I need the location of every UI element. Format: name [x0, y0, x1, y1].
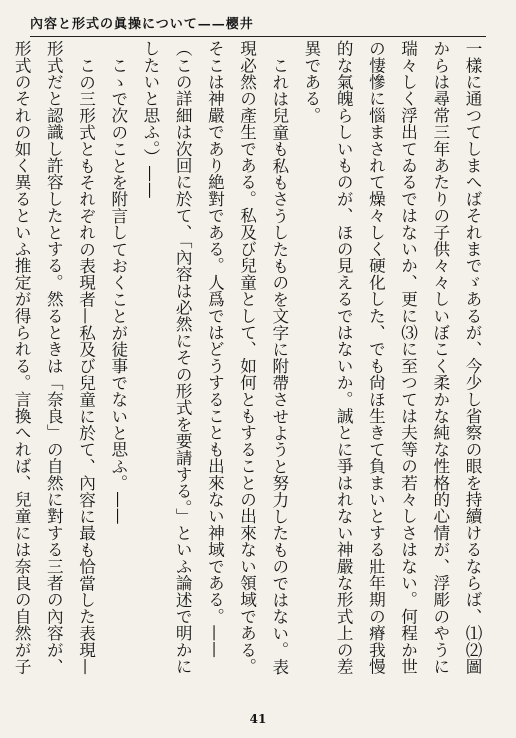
running-title: 內容と形式の眞操について——櫻井: [30, 17, 254, 32]
running-header: [30, 13, 486, 37]
vertical-text-body: [12, 40, 488, 680]
paragraph-2: これは兒童も私もさうしたものを文字に附帶させようと努力したものではない。表現必然の產生である。私及び兒童として、如何ともすることの出來ない領域である。そこは神嚴であり絶對である。人爲ではどうすることも出來ない神域である。——（この詳細は次回に於て、「內容は必然にその形式を要請する。」といふ論述で明かにしたいと思ふ。）——: [140, 40, 289, 675]
page-number: 41: [249, 712, 267, 726]
paragraph-1: 一樣に通つてしまへばそれまでゞあるが、今少し省察の眼を持續けるならば、⑴⑵圖からは尋常三年あたりの子供々々しいぼこく柔かな純な性格的心情が、浮彫のやうに瑞々しく浮出てゐるではないか、更に⑶に至つては夫等の若々しさはない。何程か世の悽慘に惱まされて燥々しく硬化した、でも尙ほ生きて負まいとする壯年期の瘠我慢的な氣魄らしいものが、ほの見えるではないか。誠とに爭はれない神嚴な形式上の差異である。: [301, 40, 482, 675]
paragraph-4: この三形式ともそれぞれの表現者—私及び兒童に於て、內容に最も恰當した表現—形式だと認識し許容したとする。然るときは「奈良」の自然に對する三者の內容が、形式のそれの如く異るといふ推定が得られる。言換へれば、兒童には奈良の自然が子: [12, 40, 96, 675]
paragraph-3: こゝで次のことを附言しておくことが徒事でないと思ふ。——: [108, 56, 128, 525]
